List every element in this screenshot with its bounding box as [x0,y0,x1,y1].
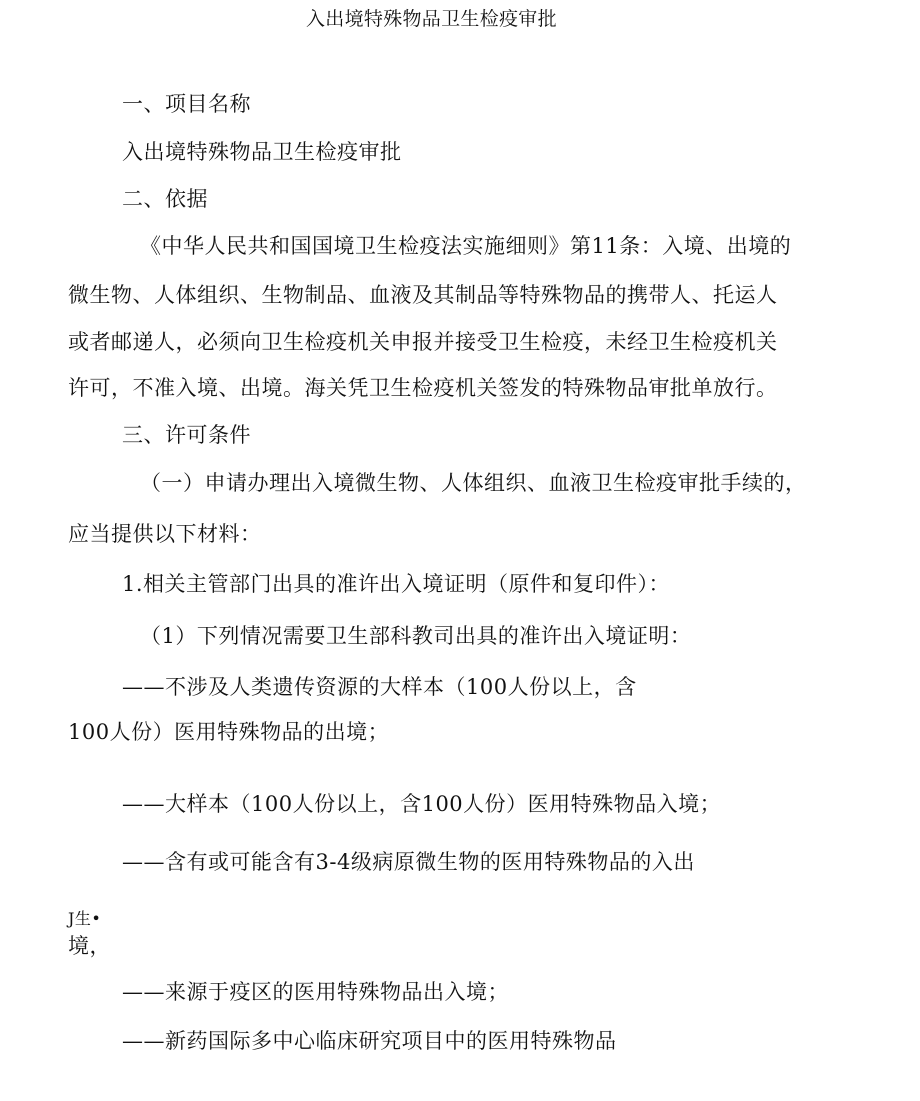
conditions-item-1-line-2: 应当提供以下材料： [68,522,262,546]
conditions-item-1-line-1: （一）申请办理出入境微生物、人体组织、血液卫生检疫审批手续的， [140,471,807,495]
section-heading-basis: 二、依据 [122,187,208,211]
stray-text-mark: J生• [68,909,102,928]
basis-paragraph-line-4: 许可，不准入境、出境。海关凭卫生检疫机关签发的特殊物品审批单放行。 [68,376,778,400]
materials-item-1: 1.相关主管部门出具的准许出入境证明（原件和复印件）： [122,572,671,596]
materials-subitem-1: （1）下列情况需要卫生部科教司出具的准许出入境证明： [140,624,692,648]
project-name-text: 入出境特殊物品卫生检疫审批 [122,140,402,164]
basis-paragraph-line-3: 或者邮递人，必须向卫生检疫机关申报并接受卫生检疫，未经卫生检疫机关 [68,330,778,354]
basis-paragraph-line-2: 微生物、人体组织、生物制品、血液及其制品等特殊物品的携带人、托运人 [68,283,778,307]
list-item-large-sample-export-line-1: ——不涉及人类遗传资源的大样本（100人份以上，含 [122,675,637,699]
list-item-pathogen-line-1: ——含有或可能含有3-4级病原微生物的医用特殊物品的入出 [122,850,695,874]
list-item-clinical-trial: ——新药国际多中心临床研究项目中的医用特殊物品 [122,1029,617,1053]
section-heading-project-name: 一、项目名称 [122,92,251,116]
list-item-pathogen-line-2: 境， [68,934,111,958]
list-item-large-sample-export-line-2: 100人份）医用特殊物品的出境； [68,720,390,744]
list-item-large-sample-import: ——大样本（100人份以上，含100人份）医用特殊物品入境； [122,792,722,816]
list-item-epidemic-area: ——来源于疫区的医用特殊物品出入境； [122,980,509,1004]
section-heading-conditions: 三、许可条件 [122,423,251,447]
basis-paragraph-line-1: 《中华人民共和国国境卫生检疫法实施细则》第11条：入境、出境的 [140,234,792,258]
document-title: 入出境特殊物品卫生检疫审批 [306,8,557,30]
